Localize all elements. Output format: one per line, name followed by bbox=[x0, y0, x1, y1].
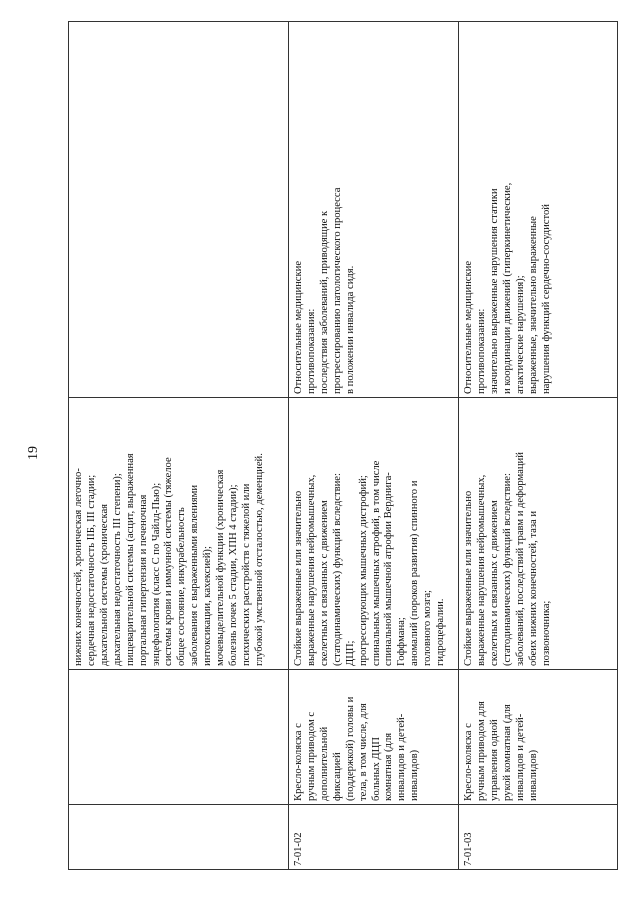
device-name-line: рукой комнатная (для bbox=[501, 704, 513, 801]
contraindications-line: Относительные медицинские bbox=[293, 260, 304, 394]
indications-line: дыхательная недостаточность III степени); bbox=[111, 473, 123, 666]
indications-line: гидроцефалии. bbox=[435, 598, 447, 666]
indications-cell bbox=[69, 398, 289, 670]
indications-line: психических расстройств с тяжелой или bbox=[240, 483, 252, 666]
indications-line: (статодинамических) функций вследствие: bbox=[501, 473, 513, 666]
page-number: 19 bbox=[26, 446, 41, 460]
device-name-line: больных ДЦП bbox=[370, 737, 382, 801]
indications-line: спинальной мышечной атрофии Верднига- bbox=[383, 472, 395, 666]
code-cell: 7-01-02 bbox=[289, 805, 459, 870]
contraindications-line: атактические нарушения); bbox=[514, 275, 526, 394]
indications-line: аномалий (пороков развития) спинного и bbox=[409, 480, 421, 666]
contraindications-line: противопоказания: bbox=[475, 308, 487, 394]
code-cell bbox=[69, 805, 289, 870]
contraindications-line: и координации движений (гиперкинетические, bbox=[501, 182, 513, 394]
indications-line: болезнь почек 5 стадии, ХПН 4 стадии); bbox=[228, 484, 240, 666]
indications-line: Стойкие выраженные или значительно bbox=[293, 490, 304, 666]
contraindications-line: Относительные медицинские bbox=[463, 260, 474, 394]
indications-line: общее состояние, инкурабельность bbox=[176, 507, 188, 666]
code-cell: 7-01-03 bbox=[459, 805, 618, 870]
table-row bbox=[289, 22, 459, 870]
indications-line: выраженные нарушения нейромышечных, bbox=[305, 474, 317, 666]
device-name-line: инвалидов и детей- bbox=[514, 713, 526, 801]
indications-line: Стойкие выраженные или значительно bbox=[463, 490, 474, 666]
indications-line: заболевания с выраженными явлениями bbox=[189, 485, 201, 666]
indications-line: позвоночника; bbox=[540, 600, 552, 666]
indications-line: спинальных мышечных атрофий, в том числе bbox=[370, 460, 382, 666]
indications-line: системы крови и иммунной системы (тяжелое bbox=[163, 457, 175, 666]
indications-line: головного мозга; bbox=[422, 590, 434, 666]
contraindications-line: прогрессированию патологического процесса bbox=[331, 187, 343, 394]
indications-line: сердечная недостаточность IIБ, III стадии; bbox=[85, 474, 97, 666]
device-name-cell bbox=[69, 670, 289, 805]
indications-line: скелетных и связанных с движением bbox=[318, 500, 330, 666]
contraindications-line: нарушения функций сердечно-сосудистой bbox=[540, 204, 552, 394]
rotated-table-container bbox=[68, 50, 618, 870]
indications-line: прогрессирующих мышечных дистрофий; bbox=[357, 475, 369, 666]
indications-line: нижних конечностей, хроническая легочно- bbox=[73, 468, 84, 666]
table-row bbox=[459, 22, 618, 870]
indications-line: Гоффмана; bbox=[396, 617, 408, 666]
indications-line: дыхательной системы (хроническая bbox=[98, 503, 110, 666]
contraindications-line: выраженные, значительно выраженные bbox=[527, 216, 539, 394]
contraindications-line: противопоказания: bbox=[305, 308, 317, 394]
device-name-line: управления одной bbox=[488, 719, 500, 801]
indications-cell bbox=[289, 398, 459, 670]
contraindications-line: последствия заболеваний, приводящие к bbox=[318, 210, 330, 394]
device-name-line: (поддержкой) головы и bbox=[344, 696, 356, 801]
contraindications-line: в положении инвалида сидя. bbox=[344, 265, 356, 394]
indications-cell bbox=[459, 398, 618, 670]
indications-line: (статодинамических) функций вследствие: bbox=[331, 473, 343, 666]
device-name-line: ручным приводом с bbox=[305, 711, 317, 801]
indications-line: мочевыделительной функции (хроническая bbox=[215, 469, 227, 666]
device-name-line: фиксацией bbox=[331, 752, 343, 801]
device-name-line: тела, в том числе, для bbox=[357, 703, 369, 801]
indications-line: глубокой умственной отсталостью, деменцией. bbox=[253, 453, 265, 666]
indications-line: портальная гипертензия и печеночная bbox=[137, 494, 149, 666]
device-name-line: ручным приводом для bbox=[475, 701, 487, 801]
contraindications-line: значительно выраженные нарушения статики bbox=[488, 188, 500, 394]
contraindications-cell bbox=[69, 22, 289, 398]
indications-line: скелетных и связанных с движением bbox=[488, 500, 500, 666]
contraindications-cell bbox=[459, 22, 618, 398]
device-name-line: инвалидов и детей- bbox=[396, 713, 408, 801]
table-row bbox=[69, 22, 289, 870]
indications-line: выраженные нарушения нейромышечных, bbox=[475, 474, 487, 666]
device-name-line: Кресло-коляска с bbox=[463, 723, 474, 801]
medical-devices-table bbox=[68, 21, 618, 870]
indications-line: пищеварительной системы (асцит, выраженная bbox=[124, 453, 136, 666]
device-name-line: Кресло-коляска с bbox=[293, 723, 304, 801]
device-name-line: инвалидов) bbox=[409, 749, 421, 801]
device-name-line: комнатная (для bbox=[383, 732, 395, 801]
indications-line: интоксикации, кахексией); bbox=[202, 546, 214, 666]
indications-line: ДЦП; bbox=[344, 640, 356, 666]
contraindications-cell bbox=[289, 22, 459, 398]
device-name-cell bbox=[289, 670, 459, 805]
indications-line: обеих нижних конечностей, таза и bbox=[527, 510, 539, 666]
device-name-cell bbox=[459, 670, 618, 805]
indications-line: заболеваний, последствий травм и деформаций bbox=[514, 452, 526, 666]
device-name-line: дополнительной bbox=[318, 726, 330, 801]
device-name-line: инвалидов) bbox=[527, 749, 539, 801]
indications-line: энцефалопатия (класс С по Чайлд-Пью); bbox=[150, 482, 162, 666]
